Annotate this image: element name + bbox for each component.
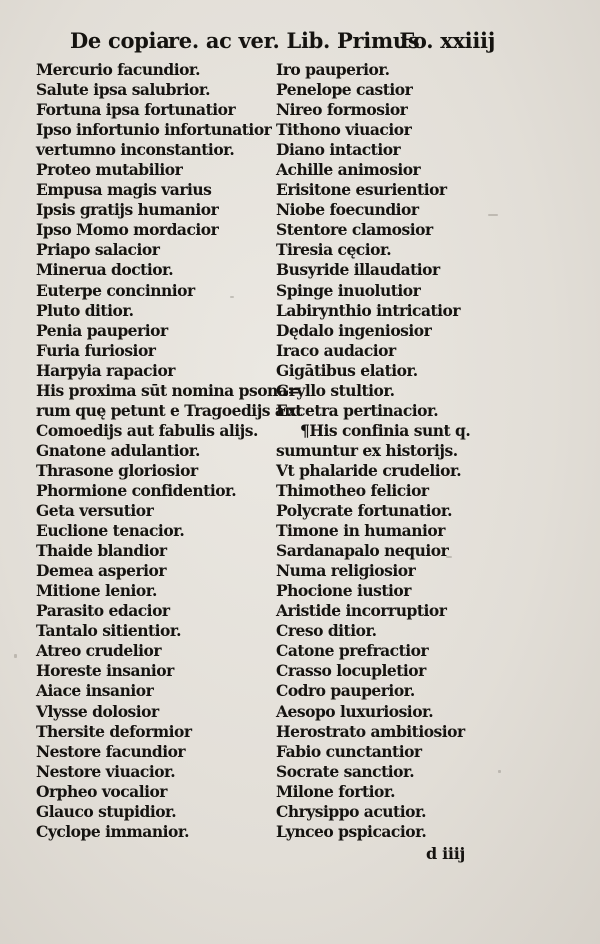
running-head-middle: re. ac ver. Lib. Primus xyxy=(168,28,420,53)
text-line: Nestore viuacior. xyxy=(36,761,176,781)
text-line: Euclione tenacior. xyxy=(36,521,185,541)
text-line: Iraco audacior xyxy=(276,340,396,360)
text-line: Catone prefractior xyxy=(276,641,429,661)
text-line: Parasito edacior xyxy=(36,601,170,621)
text-line: Herostrato ambitiosior xyxy=(276,721,465,741)
running-head xyxy=(70,28,495,60)
text-line: Chrysippo acutior. xyxy=(276,801,427,821)
text-line: Penia pauperior xyxy=(36,320,168,340)
text-line: Horeste insanior xyxy=(36,661,174,681)
text-line: Salute ipsa salubrior. xyxy=(36,80,211,100)
text-line: Gigātibus elatior. xyxy=(276,360,418,380)
text-line: Penelope castior xyxy=(276,80,413,100)
text-line: Euterpe concinnior xyxy=(36,280,195,300)
text-line: Tiresia cęcior. xyxy=(276,240,392,260)
text-line: Furia furiosior xyxy=(36,340,156,360)
text-line: Labirynthio intricatior xyxy=(276,300,461,320)
text-line: Sardanapalo nequior xyxy=(276,541,449,561)
folio-number: Fo. xxiiij xyxy=(399,28,495,53)
text-line: Aristide incorruptior xyxy=(276,601,447,621)
text-line: Nestore facundior xyxy=(36,741,186,761)
text-line: Thersite deformior xyxy=(36,721,192,741)
text-line: Vt phalaride crudelior. xyxy=(276,460,462,480)
text-line: Priapo salacior xyxy=(36,240,160,260)
show-through-mark xyxy=(230,296,234,298)
text-line: Phocione iustior xyxy=(276,581,411,601)
text-line: Pluto ditior. xyxy=(36,300,134,320)
text-line: Stentore clamosior xyxy=(276,220,433,240)
show-through-mark xyxy=(488,214,498,216)
text-line: Fortuna ipsa fortunatior xyxy=(36,100,236,120)
text-line: Gnatone adulantior. xyxy=(36,440,200,460)
text-line: Vlysse dolosior xyxy=(36,701,159,721)
text-line: Thaide blandior xyxy=(36,541,167,561)
text-line: vertumno inconstantior. xyxy=(36,140,235,160)
text-line: Orpheo vocalior xyxy=(36,781,167,801)
text-line: Timone in humanior xyxy=(276,521,445,541)
text-line: Mitione lenior. xyxy=(36,581,157,601)
text-line: Thimotheo felicior xyxy=(276,480,429,500)
text-line: Atreo crudelior xyxy=(36,641,162,661)
text-line: Achille animosior xyxy=(276,160,421,180)
right-column xyxy=(276,60,486,842)
signature-mark: d iiij xyxy=(426,844,465,863)
text-line: Erisitone esurientior xyxy=(276,180,447,200)
text-line: Ipso infortunio infortunatior xyxy=(36,120,272,140)
show-through-mark xyxy=(446,556,452,558)
text-line: Aiace insanior xyxy=(36,681,154,701)
text-line: Creso ditior. xyxy=(276,621,377,641)
show-through-mark xyxy=(498,770,501,773)
text-line: Dędalo ingeniosior xyxy=(276,320,432,340)
text-line: Fabio cunctantior xyxy=(276,741,422,761)
left-column xyxy=(36,60,302,842)
text-line: Empusa magis varius xyxy=(36,180,212,200)
text-line: Tantalo sitientior. xyxy=(36,621,182,641)
running-head-left: De copia xyxy=(70,28,170,53)
text-line: Niobe foecundior xyxy=(276,200,419,220)
text-line: Tithono viuacior xyxy=(276,120,412,140)
text-line: Codro pauperior. xyxy=(276,681,415,701)
text-line: Excetra pertinacior. xyxy=(276,400,439,420)
text-line: Milone fortior. xyxy=(276,781,395,801)
text-line: Phormione confidentior. xyxy=(36,480,237,500)
text-line: rum quę petunt e Tragoedijs aut xyxy=(36,400,302,420)
text-line: Gryllo stultior. xyxy=(276,380,395,400)
text-line: Iro pauperior. xyxy=(276,60,390,79)
text-line: Nireo formosior xyxy=(276,100,408,120)
text-line: Lynceo pspicacior. xyxy=(276,821,427,841)
text-line: Diano intactior xyxy=(276,140,401,160)
text-line: Ipso Momo mordacior xyxy=(36,220,219,240)
text-line: Busyride illaudatior xyxy=(276,260,440,280)
text-line: Demea asperior xyxy=(36,561,167,581)
text-line: Cyclope immanior. xyxy=(36,821,189,841)
text-line: Comoedijs aut fabulis alijs. xyxy=(36,420,258,440)
text-line: Proteo mutabilior xyxy=(36,160,183,180)
text-line: Socrate sanctior. xyxy=(276,761,415,781)
text-line: Harpyia rapacior xyxy=(36,360,175,380)
text-line: Glauco stupidior. xyxy=(36,801,177,821)
text-line: His proxima sūt nomina psona= xyxy=(36,380,300,400)
text-line: Thrasone gloriosior xyxy=(36,460,198,480)
text-line: ¶His confinia sunt q. xyxy=(300,420,471,440)
text-line: Numa religiosior xyxy=(276,561,416,581)
text-line: Spinge inuolutior xyxy=(276,280,421,300)
text-line: Geta versutior xyxy=(36,501,154,521)
text-line: Polycrate fortunatior. xyxy=(276,501,452,521)
text-line: Mercurio facundior. xyxy=(36,60,201,79)
text-line: sumuntur ex historijs. xyxy=(276,440,458,460)
show-through-mark xyxy=(14,654,17,658)
text-line: Crasso locupletior xyxy=(276,661,426,681)
text-line: Aesopo luxuriosior. xyxy=(276,701,434,721)
text-line: Minerua doctior. xyxy=(36,260,174,280)
text-line: Ipsis gratijs humanior xyxy=(36,200,219,220)
